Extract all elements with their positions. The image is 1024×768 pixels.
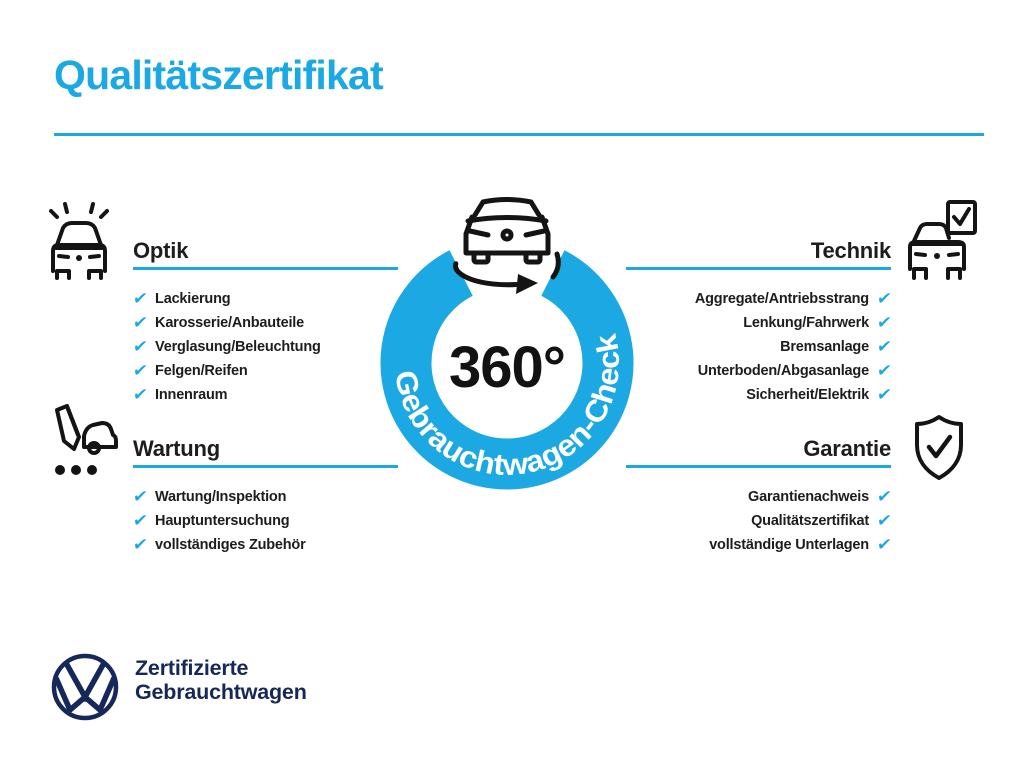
section-items-technik <box>626 287 891 407</box>
vw-logo <box>49 651 121 723</box>
list-item: ✔ Karosserie/Anbauteile <box>131 312 304 333</box>
list-item: Aggregate/Antriebsstrang ✔ <box>694 288 893 309</box>
list-item: Garantienachweis ✔ <box>748 486 893 507</box>
footer-claim-line2: Gebrauchtwagen <box>135 679 307 704</box>
check-icon: ✔ <box>875 534 893 555</box>
list-item: ✔ vollständiges Zubehör <box>131 534 306 555</box>
check-icon: ✔ <box>131 360 149 381</box>
check-icon: ✔ <box>131 486 149 507</box>
section-rule-technik <box>626 267 891 270</box>
list-item: Unterboden/Abgasanlage ✔ <box>697 360 893 381</box>
list-item: ✔ Felgen/Reifen <box>131 360 248 381</box>
list-item: ✔ Hauptuntersuchung <box>131 510 290 531</box>
list-item: ✔ Innenraum <box>131 384 228 405</box>
shiny-car-front-icon <box>44 200 114 280</box>
section-rule-garantie <box>626 465 891 468</box>
check-icon: ✔ <box>875 360 893 381</box>
section-heading-optik: Optik <box>133 238 189 263</box>
section-rule-optik <box>133 267 398 270</box>
check-icon: ✔ <box>875 312 893 333</box>
page-title: Qualitätszertifikat <box>54 52 383 98</box>
check-icon: ✔ <box>131 384 149 405</box>
section-heading-wartung: Wartung <box>133 436 220 461</box>
list-item: ✔ Wartung/Inspektion <box>131 486 287 507</box>
list-item: Qualitätszertifikat ✔ <box>751 510 893 531</box>
check-icon: ✔ <box>131 534 149 555</box>
check-icon: ✔ <box>875 336 893 357</box>
section-items-garantie <box>626 485 891 557</box>
list-item: vollständige Unterlagen ✔ <box>709 534 893 555</box>
list-item: Lenkung/Fahrwerk ✔ <box>743 312 893 333</box>
check-icon: ✔ <box>875 486 893 507</box>
check-icon: ✔ <box>131 510 149 531</box>
shield-check-icon <box>912 414 966 482</box>
rotation-arrowhead <box>516 274 538 294</box>
title-divider <box>54 133 984 136</box>
section-heading-garantie: Garantie <box>803 436 891 461</box>
footer-claim-line1: Zertifizierte <box>135 656 249 680</box>
section-items-wartung <box>133 485 398 557</box>
section-items-optik <box>133 287 398 407</box>
check-icon: ✔ <box>131 288 149 309</box>
footer-claim <box>135 657 307 704</box>
list-item: Sicherheit/Elektrik ✔ <box>746 384 893 405</box>
check-icon: ✔ <box>875 510 893 531</box>
check-icon: ✔ <box>131 312 149 333</box>
car-checklist-icon <box>906 200 978 280</box>
badge-degrees: 360° <box>449 335 565 400</box>
check-icon: ✔ <box>875 288 893 309</box>
section-heading-technik: Technik <box>810 238 891 263</box>
list-item: ✔ Lackierung <box>131 288 231 309</box>
car-rotation-icon <box>455 200 558 285</box>
list-item: Bremsanlage ✔ <box>780 336 893 357</box>
list-item: ✔ Verglasung/Beleuchtung <box>131 336 321 357</box>
section-rule-wartung <box>133 465 398 468</box>
car-service-pencil-icon <box>42 404 118 480</box>
check-icon: ✔ <box>875 384 893 405</box>
check-icon: ✔ <box>131 336 149 357</box>
badge-ring-label: Gebrauchtwagen-Check <box>387 332 627 483</box>
